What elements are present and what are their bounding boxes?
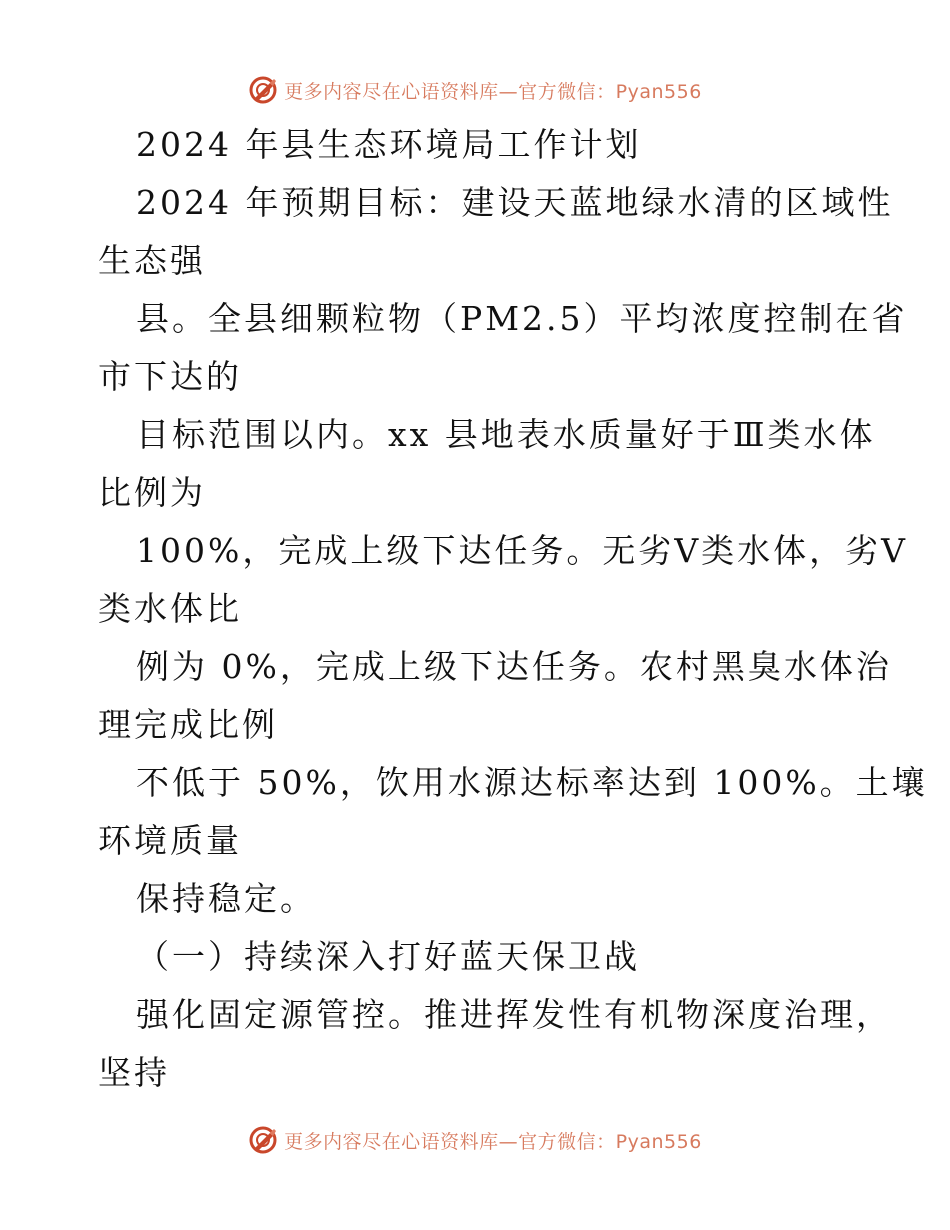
footer-banner	[0, 1120, 950, 1160]
text-line: 例为 0%，完成上级下达任务。农村黑臭水体治	[136, 647, 892, 686]
text-line: 目标范围以内。xx 县地表水质量好于Ⅲ类水体	[136, 415, 876, 454]
text-line: 市下达的	[98, 357, 242, 396]
text-line: 类水体比	[98, 589, 242, 628]
text-line: 强化固定源管控。推进挥发性有机物深度治理，	[136, 995, 892, 1034]
text-line: （一）持续深入打好蓝天保卫战	[136, 937, 640, 976]
text-line: 理完成比例	[98, 705, 278, 744]
text-line: 生态强	[98, 241, 206, 280]
pen-logo-icon	[248, 75, 278, 105]
pen-logo-icon	[248, 1125, 278, 1155]
text-line: 坚持	[98, 1053, 170, 1092]
text-line: 2024 年县生态环境局工作计划	[136, 125, 642, 164]
footer-banner-content	[248, 1125, 702, 1155]
text-line: 2024 年预期目标：建设天蓝地绿水清的区域性	[136, 183, 894, 222]
header-banner	[0, 70, 950, 110]
text-line: 不低于 50%，饮用水源达标率达到 100%。土壤	[136, 763, 928, 802]
footer-banner-text: 更多内容尽在心语资料库—官方微信：Pyan556	[284, 1130, 702, 1153]
text-line: 100%，完成上级下达任务。无劣Ⅴ类水体，劣Ⅴ	[136, 531, 909, 570]
header-banner-content	[248, 75, 702, 105]
text-line: 县。全县细颗粒物（PM2.5）平均浓度控制在省	[136, 299, 908, 338]
document-body	[98, 116, 928, 1102]
text-line: 保持稳定。	[136, 879, 316, 918]
text-line: 环境质量	[98, 821, 242, 860]
header-banner-text: 更多内容尽在心语资料库—官方微信：Pyan556	[284, 80, 702, 103]
text-line: 比例为	[98, 473, 206, 512]
